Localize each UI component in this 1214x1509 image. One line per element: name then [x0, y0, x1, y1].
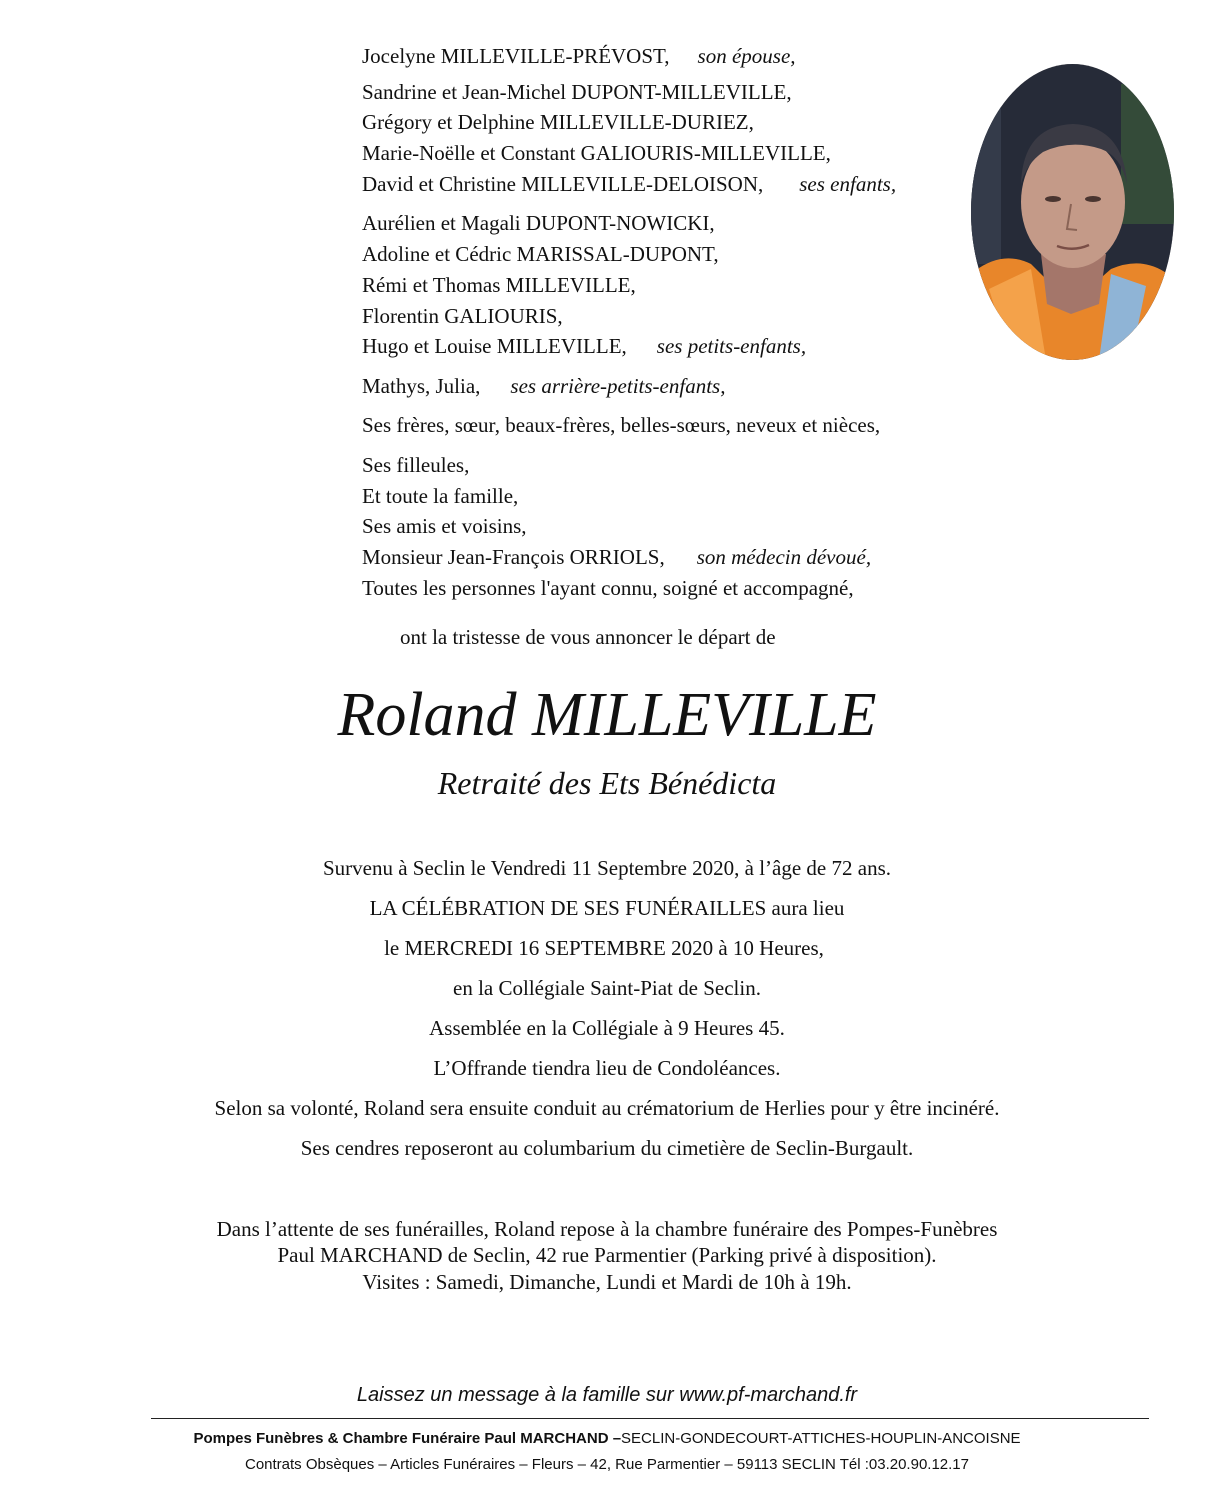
rest-line: Dans l’attente de ses funérailles, Roland repose à la chambre funéraire des Pompes-Funèbres	[216, 1217, 998, 1241]
family-line-grandchild: Rémi et Thomas MILLEVILLE,	[362, 273, 636, 297]
footer-company-name: Pompes Funèbres & Chambre Funéraire Paul MARCHAND –	[193, 1430, 622, 1447]
footer-company-towns: SECLIN-GONDECOURT-ATTICHES-HOUPLIN-ANCOISNE	[621, 1430, 1021, 1447]
detail-line: Selon sa volonté, Roland sera ensuite conduit au crématorium de Herlies pour y être incinéré.	[214, 1096, 1000, 1120]
family-line-child: Sandrine et Jean-Michel DUPONT-MILLEVILLE,	[362, 80, 792, 104]
family-line-child: David et Christine MILLEVILLE-DELOISON, ses enfants,	[362, 172, 897, 196]
family-line-siblings: Ses frères, sœur, beaux-frères, belles-sœurs, neveux et nièces,	[362, 413, 881, 437]
message-link-text[interactable]: Laissez un message à la famille sur www.pf-marchand.fr	[356, 1384, 858, 1406]
rest-line: Visites : Samedi, Dimanche, Lundi et Mardi de 10h à 19h.	[362, 1270, 852, 1294]
role-label: ses arrière-petits-enfants,	[510, 374, 726, 398]
family-line-other: Et toute la famille,	[362, 484, 519, 508]
detail-line: LA CÉLÉBRATION DE SES FUNÉRAILLES aura lieu	[369, 896, 845, 920]
role-label: son épouse,	[697, 44, 796, 68]
family-line-doctor: Monsieur Jean-François ORRIOLS, son médecin dévoué,	[362, 545, 872, 569]
family-line-grandchild: Florentin GALIOURIS,	[362, 304, 563, 328]
footer-services: Contrats Obsèques – Articles Funéraires – Fleurs – 42, Rue Parmentier – 59113 SECLIN Tél :03.20.90.12.17	[244, 1456, 969, 1473]
deceased-name: Roland MILLEVILLE	[337, 681, 877, 749]
role-label: ses enfants,	[799, 172, 897, 196]
role-label: ses petits-enfants,	[656, 334, 807, 358]
portrait-illustration	[971, 64, 1174, 360]
detail-line: Survenu à Seclin le Vendredi 11 Septembre 2020, à l’âge de 72 ans.	[322, 856, 891, 880]
announce-text: ont la tristesse de vous annoncer le départ de	[400, 625, 776, 649]
family-line-child: Grégory et Delphine MILLEVILLE-DURIEZ,	[362, 110, 754, 134]
footer-divider	[151, 1418, 1149, 1419]
portrait-photo	[971, 64, 1174, 360]
family-line-grandchild: Aurélien et Magali DUPONT-NOWICKI,	[362, 211, 715, 235]
family-line-child: Marie-Noëlle et Constant GALIOURIS-MILLEVILLE,	[362, 141, 831, 165]
detail-line: L’Offrande tiendra lieu de Condoléances.	[433, 1056, 781, 1080]
family-line-great-grandchild: Mathys, Julia, ses arrière-petits-enfants,	[362, 374, 726, 398]
detail-line: en la Collégiale Saint-Piat de Seclin.	[453, 976, 761, 1000]
footer-company	[0, 1430, 1214, 1448]
family-line-other: Ses amis et voisins,	[362, 514, 527, 538]
detail-line: Ses cendres reposeront au columbarium du cimetière de Seclin-Burgault.	[300, 1136, 914, 1160]
detail-line: le MERCREDI 16 SEPTEMBRE 2020 à 10 Heures,	[384, 936, 824, 960]
role-label: son médecin dévoué,	[696, 545, 872, 569]
family-line-other: Toutes les personnes l'ayant connu, soigné et accompagné,	[362, 576, 854, 600]
family-line-other: Ses filleules,	[362, 453, 470, 477]
rest-line: Paul MARCHAND de Seclin, 42 rue Parmentier (Parking privé à disposition).	[277, 1243, 937, 1267]
family-line-grandchild: Hugo et Louise MILLEVILLE, ses petits-enfants,	[362, 334, 807, 358]
family-line-spouse: Jocelyne MILLEVILLE-PRÉVOST, son épouse,	[362, 44, 796, 68]
detail-line: Assemblée en la Collégiale à 9 Heures 45.	[429, 1016, 785, 1040]
deceased-subtitle: Retraité des Ets Bénédicta	[437, 765, 777, 801]
family-line-grandchild: Adoline et Cédric MARISSAL-DUPONT,	[362, 242, 719, 266]
